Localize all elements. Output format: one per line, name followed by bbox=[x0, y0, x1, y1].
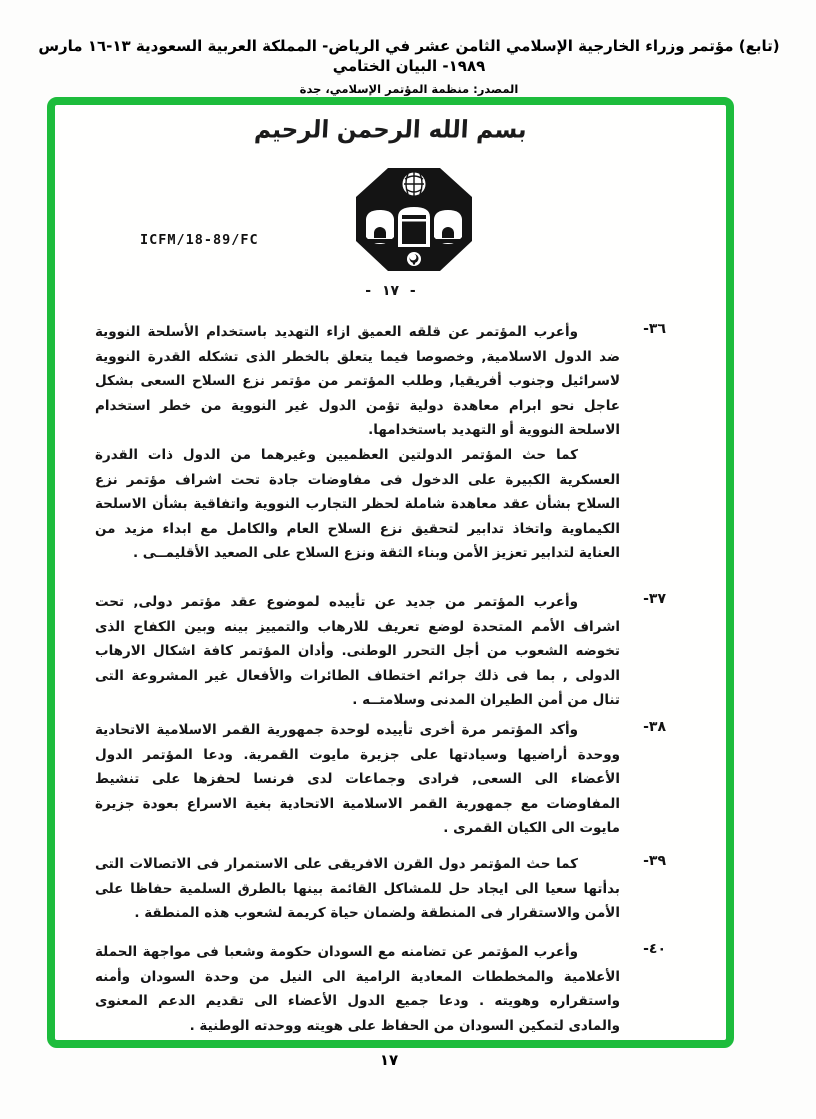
reference-code: ICFM/18-89/FC bbox=[140, 232, 259, 248]
paragraph-text: وأعرب المؤتمر من جديد عن تأييده لموضوع عقد مؤتمر دولى, تحت اشراف الأمم المتحدة لوضع تعريف للارهاب والتمييز بينه وبين الكفاح الذى تخوضه الشعوب من أجل التحرر الوطنى. وأدان المؤتمر كافة اشكال الارهاب الدولى , بما فى ذلك جرائم اختطاف الطائرات والأفعال غير المشروعة التى تنال من أمن الطيران المدنى وسلامتــه . bbox=[95, 594, 620, 708]
paragraph-text: وأكد المؤتمر مرة أخرى تأييده لوحدة جمهورية القمر الاسلامية الاتحادية ووحدة أراضيها وسيادتها على جزيرة مايوت القمرية. ودعا المؤتمر الدول الأعضاء الى السعى, فرادى وجماعات لدى فرنسا لحفزها على تنشيط المفاوضات مع جمهورية القمر الاسلامية الاتحادية بغية الاسراع بعودة جزيرة مايوت الى الكيان القمرى . bbox=[95, 722, 620, 836]
basmala-calligraphy: بسم الله الرحمن الرحيم bbox=[253, 116, 528, 144]
paragraph-number: -٤٠ bbox=[643, 941, 666, 957]
paragraph-number: -٣٦ bbox=[643, 321, 666, 337]
paragraph-text: وأعرب المؤتمر عن قلقه العميق ازاء التهديد باستخدام الأسلحة النووية ضد الدول الاسلامية, وخصوصا فيما يتعلق بالخطر الذى تشكله القدرة النووية لاسرائيل وجنوب أفريقيا, وطلب المؤتمر من مؤتمر نزع السلاح السعى بشكل عاجل نحو ابرام معاهدة دولية تؤمن الدول غير النووية من خطر استخدام الاسلحة النووية أو التهديد باستخدامها. bbox=[95, 324, 620, 438]
paragraph-36-continued bbox=[95, 443, 666, 566]
paragraph-number: -٣٧ bbox=[643, 591, 666, 607]
caption-source: المصدر: منظمة المؤتمر الإسلامي، جدة bbox=[299, 82, 519, 96]
paragraph-text: كما حث المؤتمر الدولتين العظميين وغيرهما من الدول ذات القدرة العسكرية الكبيرة على الدخول فى مفاوضات جادة تحت اشراف مؤتمر نزع السلاح بشأن عقد معاهدة شاملة لحظر التجارب النووية واتفاقية بشأن الاسلحة الكيماوية واتخاذ تدابير لتحقيق نزع السلاح العام والكامل مع ابداء مزيد من العناية لتدابير تعزيز الأمن وبناء الثقة ونزع السلاح على الصعيد الأقليمــى . bbox=[95, 447, 620, 561]
paragraph-number: -٣٩ bbox=[643, 853, 666, 869]
paragraph-38 bbox=[95, 718, 666, 841]
paragraph-39 bbox=[95, 852, 666, 926]
paragraph-40 bbox=[95, 940, 666, 1038]
paragraph-37 bbox=[95, 590, 666, 713]
paragraph-text: وأعرب المؤتمر عن تضامنه مع السودان حكومة وشعبا فى مواجهة الحملة الأعلامية والمخططات المعادية الرامية الى النيل من وحدة السودان وأمنه واستقراره وهويته . ودعا جميع الدول الأعضاء الى تقديم الدعم المعنوى والمادى لتمكين السودان من الحفاظ على هويته ووحدته الوطنية . bbox=[95, 944, 620, 1034]
green-highlight-frame bbox=[47, 97, 734, 1048]
paragraph-36 bbox=[95, 320, 666, 443]
paragraph-text: كما حث المؤتمر دول القرن الافريقى على الاستمرار فى الاتصالات التى بدأتها سعيا الى ايجاد حل للمشاكل القائمة بينها بالطرق السلمية حفاظا على الأمن والاستقرار فى المنطقة ولضمان حياة كريمة لشعوب هذه المنطقة . bbox=[95, 856, 620, 921]
footer-page-number: ١٧ bbox=[379, 1051, 399, 1069]
page-marker: - ١٧ - bbox=[365, 283, 416, 299]
oic-emblem-icon bbox=[355, 167, 473, 272]
caption-title: (تابع) مؤتمر وزراء الخارجية الإسلامي الثامن عشر في الرياض- المملكة العربية السعودية ١٣-١٦ مارس ١٩٨٩- البيان الختامي bbox=[38, 37, 780, 75]
document-caption bbox=[33, 36, 785, 96]
paragraph-number bbox=[620, 443, 666, 566]
paragraph-number: -٣٨ bbox=[643, 719, 666, 735]
